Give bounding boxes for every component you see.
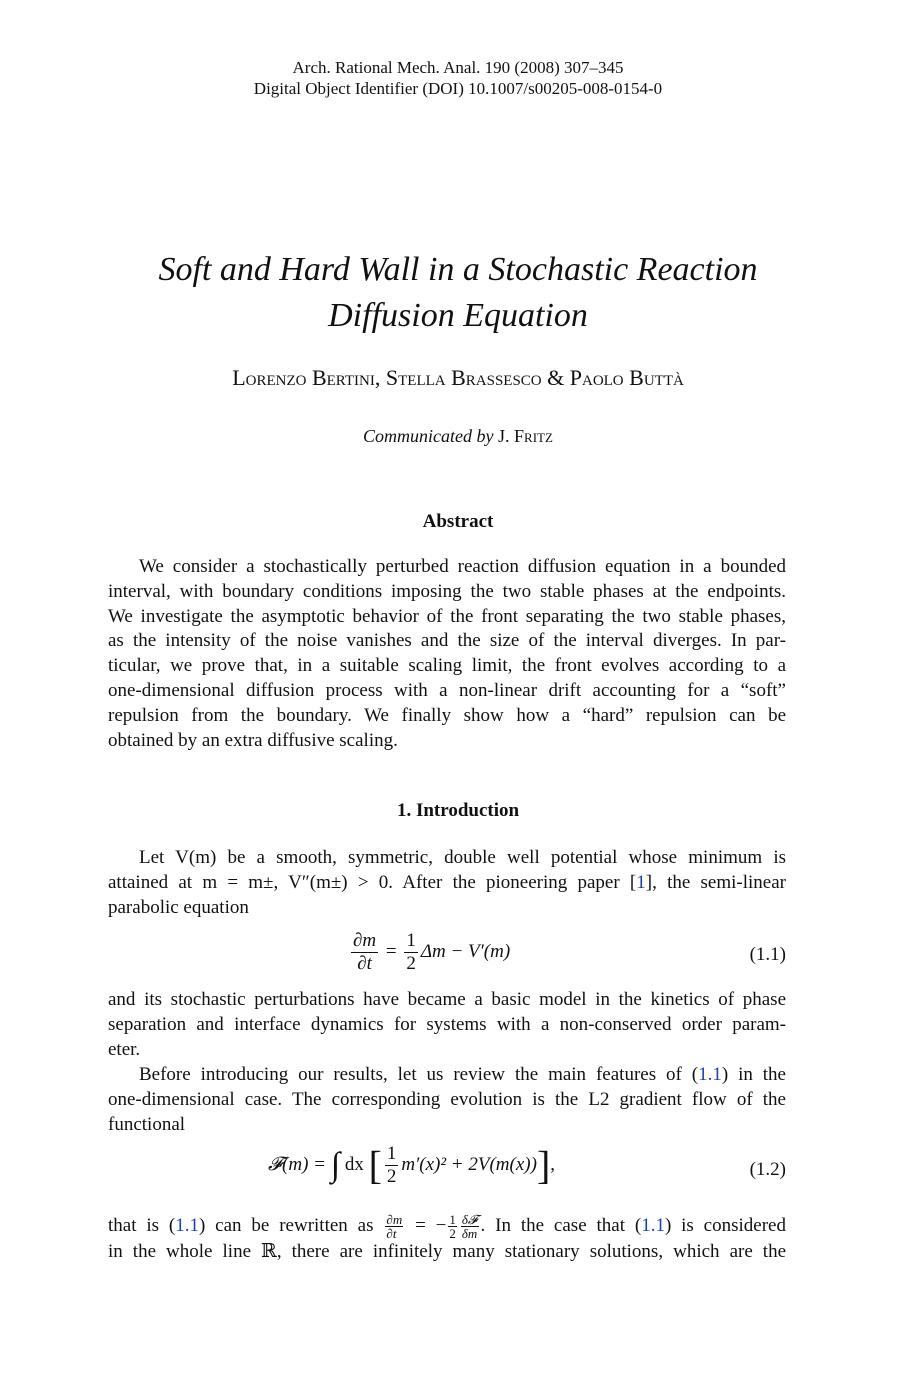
equation-1-2 [108, 1143, 786, 1199]
text-line: in the whole line ℝ, there are infinitely many stationary solutions, which are the [108, 1241, 786, 1262]
paper-title [0, 247, 916, 339]
abstract-line: ticular, we prove that, in a suitable scaling limit, the front evolves according to a [108, 655, 786, 677]
abstract-line: We investigate the asymptotic behavior of the front separating the two stable phases, [108, 605, 786, 627]
equation-body: 𝓕(m) = ∫ dx [ $\frac{1}{2}$ m′(x)² + 2V(m(x))], [268, 1142, 556, 1188]
title-line-2: Diffusion Equation [328, 297, 588, 334]
equation-body: $\frac{\partial m}{\partial t}$ = $\frac{1}{2}$ Δm − V′(m) [353, 930, 511, 974]
integral-sign: ∫ [330, 1146, 341, 1184]
text-line: that is (1.1) can be rewritten as $\frac{\partial m}{\partial t}$ = − $\frac{1}{2}$ $\frac{\text{δ𝓕}}{\delta m}$ . In the case that (1.1) is considered [108, 1212, 786, 1241]
journal-citation: Arch. Rational Mech. Anal. 190 (2008) 307–345 [292, 58, 624, 77]
abstract-line: obtained by an extra diffusive scaling. [108, 729, 398, 751]
communicated-by [0, 426, 916, 447]
journal-header [0, 57, 916, 99]
text-line: one-dimensional case. The corresponding evolution is the L2 gradient flow of the [108, 1088, 786, 1110]
abstract-line: one-dimensional diffusion process with a non-linear drift accounting for a “soft” [108, 679, 786, 701]
text-line: functional [108, 1113, 186, 1135]
text-line: eter. [108, 1038, 141, 1060]
text-line: Let V(m) be a smooth, symmetric, double well potential whose minimum is [139, 847, 786, 868]
equation-ref-link[interactable]: 1.1 [698, 1064, 722, 1085]
equation-1-1 [108, 930, 786, 982]
equation-ref-link[interactable]: 1.1 [175, 1214, 199, 1236]
communicating-editor: J. Fritz [498, 426, 553, 446]
intro-paragraph-4 [108, 1213, 786, 1265]
text-line: separation and interface dynamics for systems with a non-conserved order param- [108, 1013, 786, 1035]
abstract-body [108, 555, 786, 753]
abstract-line: We consider a stochastically perturbed reaction diffusion equation in a bounded [139, 556, 786, 577]
text-line: parabolic equation [108, 896, 249, 918]
fraction-half: $\frac{1}{2}$ [386, 1143, 397, 1187]
intro-paragraph-1 [108, 846, 786, 920]
text-line: attained at m = m±, V″(m±) > 0. After the pioneering paper [1], the semi-linear [108, 871, 786, 893]
abstract-heading: Abstract [422, 511, 494, 532]
citation-link[interactable]: 1 [636, 871, 646, 893]
author-list: Lorenzo Bertini, Stella Brassesco & Paolo Buttà [232, 365, 684, 390]
abstract-line: interval, with boundary conditions imposing the two stable phases at the endpoints. [108, 580, 786, 602]
partial-derivative: $\frac{\partial m}{\partial t}$ [353, 930, 377, 974]
equation-number: (1.1) [749, 944, 786, 965]
title-line-1: Soft and Hard Wall in a Stochastic Reaction [158, 251, 758, 288]
communicated-prefix: Communicated by [363, 426, 494, 446]
abstract-line: as the intensity of the noise vanishes and the size of the interval diverges. In par- [108, 630, 786, 652]
doi-line: Digital Object Identifier (DOI) 10.1007/s00205-008-0154-0 [253, 79, 663, 98]
abstract-line: repulsion from the boundary. We finally show how a “hard” repulsion can be [108, 704, 786, 726]
text-line: Before introducing our results, let us review the main features of (1.1) in the [139, 1064, 786, 1085]
section-heading-introduction: 1. Introduction [396, 800, 520, 821]
fraction-half: $\frac{1}{2}$ [406, 930, 416, 974]
equation-number: (1.2) [749, 1159, 786, 1180]
intro-paragraph-2 [108, 988, 786, 1062]
equation-ref-link[interactable]: 1.1 [641, 1214, 665, 1236]
text-line: and its stochastic perturbations have became a basic model in the kinetics of phase [108, 989, 786, 1010]
intro-paragraph-3 [108, 1063, 786, 1137]
